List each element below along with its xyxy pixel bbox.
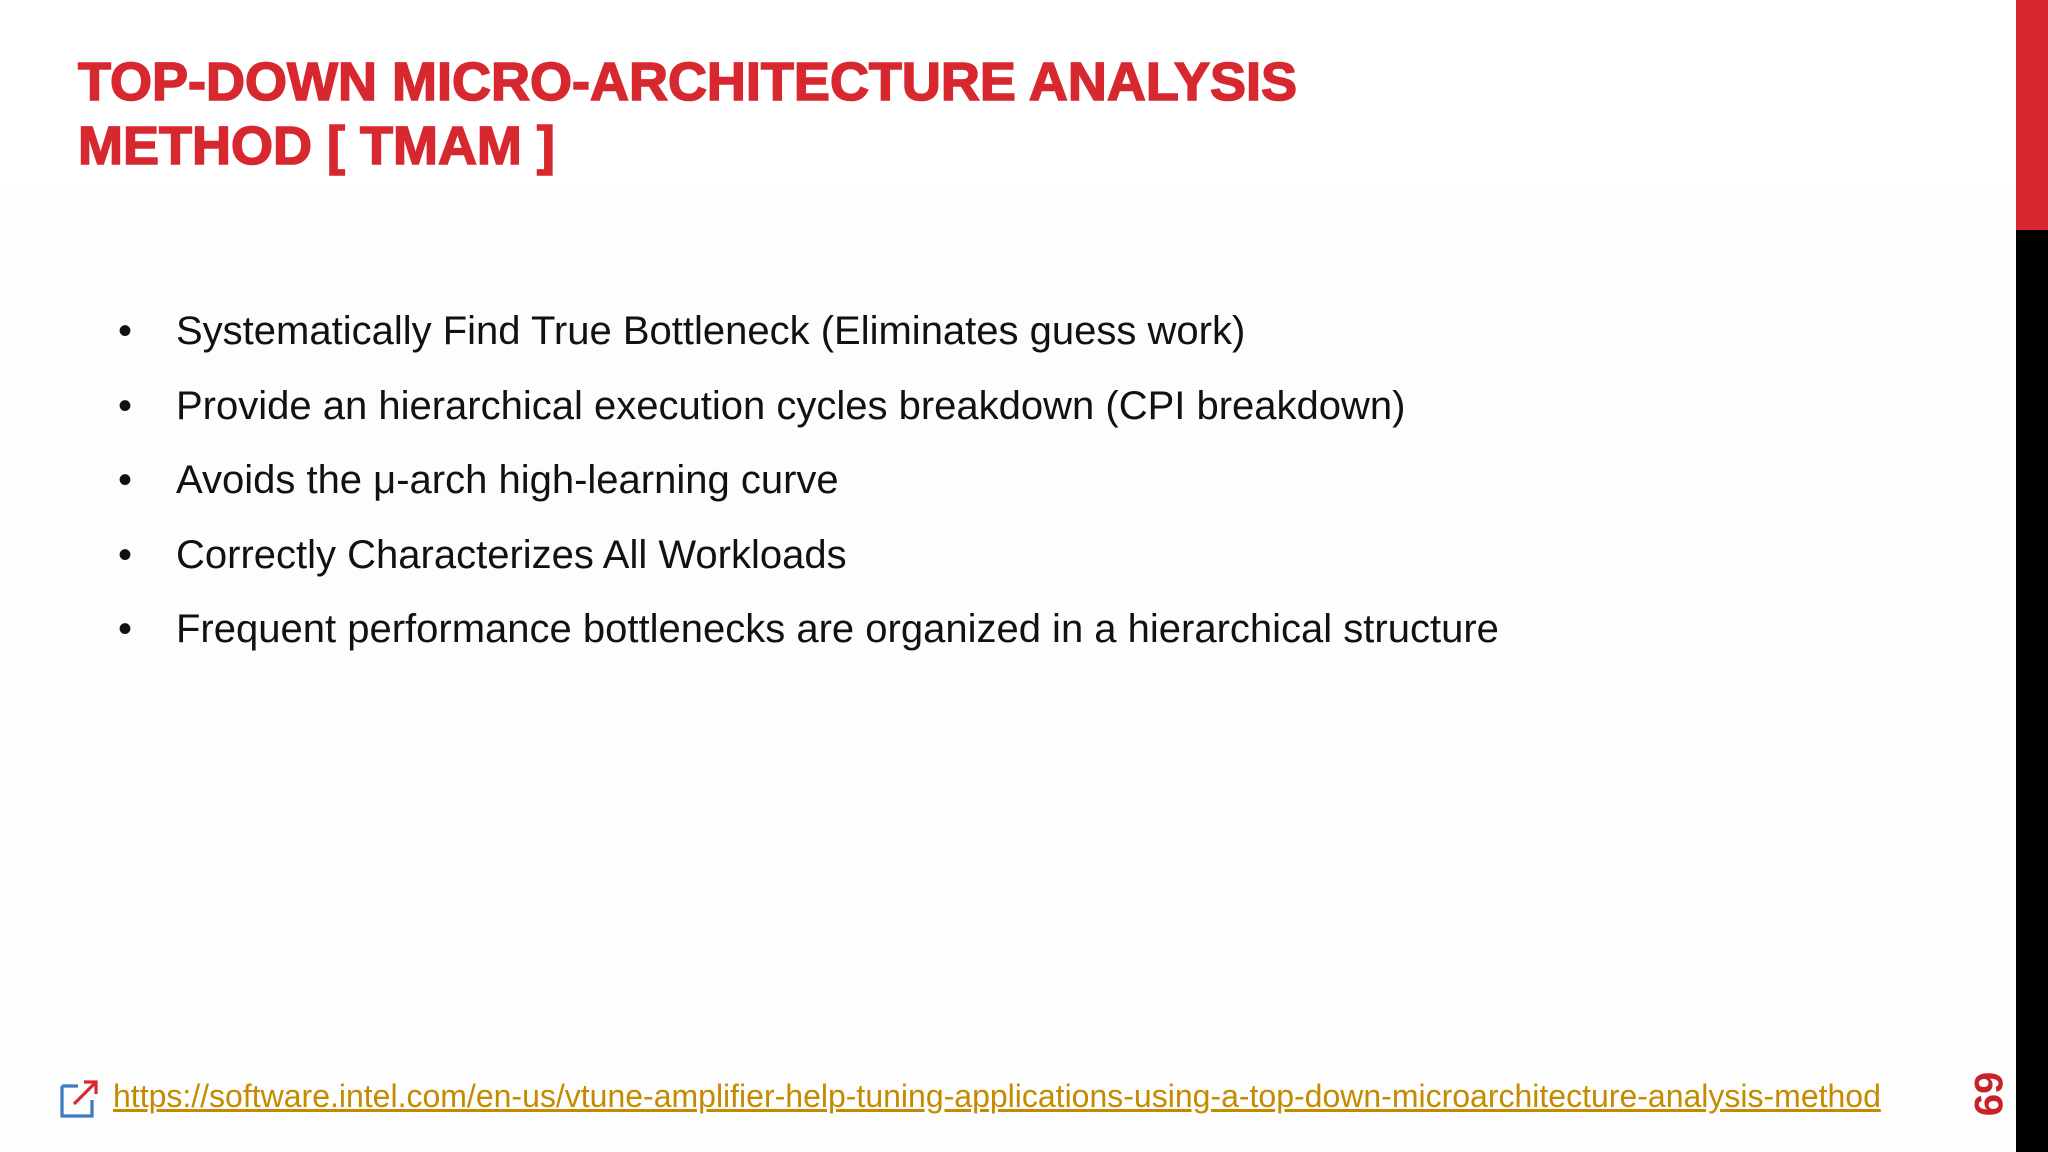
bullet-text: Provide an hierarchical execution cycles breakdown (CPI breakdown) (176, 383, 1406, 428)
bullet-list (118, 294, 1499, 667)
bullet-text: Systematically Find True Bottleneck (Eliminates guess work) (176, 309, 1246, 353)
bullet-marker: • (118, 607, 133, 651)
slide-title-line-2: METHOD [ TMAM ] (78, 116, 555, 176)
bullet-item (118, 518, 1499, 593)
bullet-marker: • (118, 383, 133, 428)
slide-number: 69 (1966, 1071, 2010, 1117)
bullet-text: Correctly Characterizes All Workloads (176, 532, 847, 577)
footer (58, 1072, 2018, 1122)
bullet-marker: • (118, 309, 133, 353)
reference-link[interactable]: https://software.intel.com/en-us/vtune-amplifier-help-tuning-applications-using-a-top-down-microarchitecture-analysis-method (113, 1078, 1881, 1114)
bullet-text: Frequent performance bottlenecks are organized in a hierarchical structure (176, 607, 1499, 651)
bullet-marker: • (118, 532, 133, 577)
external-link-icon[interactable] (58, 1076, 102, 1120)
bullet-item (118, 443, 1499, 518)
side-bar-accent (2016, 0, 2048, 230)
slide-title (78, 50, 1578, 178)
slide-title-line-1: TOP-DOWN MICRO-ARCHITECTURE ANALYSIS (78, 52, 1298, 112)
bullet-item (118, 369, 1499, 444)
bullet-item (118, 592, 1499, 667)
bullet-marker: • (118, 458, 133, 502)
bullet-text: Avoids the μ-arch high-learning curve (176, 458, 839, 502)
bullet-item (118, 294, 1499, 369)
